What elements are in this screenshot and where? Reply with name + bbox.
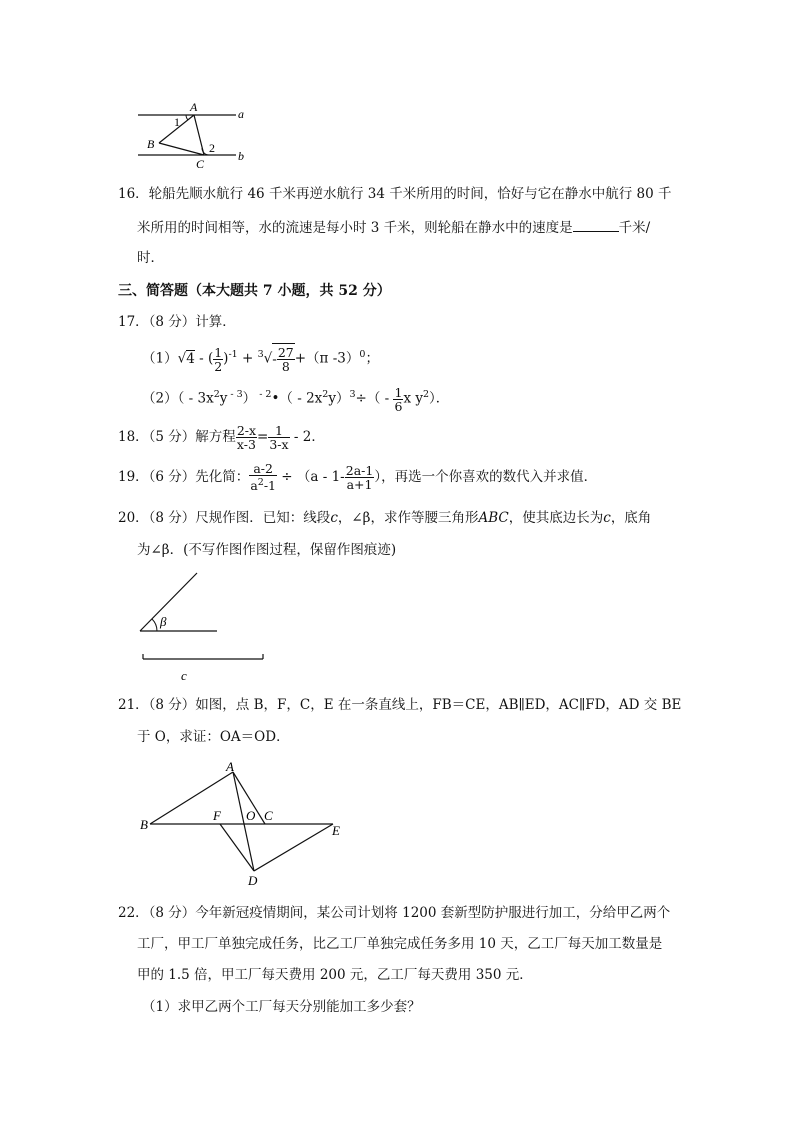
- q17-p1-close: ): [223, 350, 229, 367]
- q20-l1d: ，使其底边长为: [508, 510, 604, 526]
- frac-den: 8: [281, 359, 290, 375]
- angle-ray-1: [140, 573, 197, 631]
- cube-root-sign: √: [263, 350, 273, 367]
- q16-line1: 16．轮船先顺水航行 46 千米再逆水航行 34 千米所用的时间，恰好与它在静水中航行 80 千: [118, 186, 672, 202]
- q17-p1-plus: +: [237, 350, 258, 367]
- section-title: 三、简答题（本大题共 7 小题，共 52 分）: [118, 283, 391, 299]
- q21-line2: 于 O，求证：OA＝OD．: [137, 729, 290, 745]
- figure-angle-beta-segment-c: [135, 568, 275, 683]
- q17-p1-sqrt-radicand: 4: [186, 350, 195, 367]
- q18-frac2: [268, 424, 289, 451]
- label-c: c: [181, 668, 187, 683]
- q18-eq: =: [257, 429, 269, 445]
- exponent: -1: [228, 349, 238, 360]
- label-C: C: [264, 808, 273, 823]
- p2-f: ÷（ -: [355, 390, 394, 407]
- q20-abc: ABC: [478, 510, 509, 526]
- q20-l1e: ，底角: [610, 510, 652, 526]
- q17-title: 17．（8 分）计算．: [118, 314, 236, 330]
- frac-num: 2-x: [236, 423, 257, 438]
- segment-BC: [159, 143, 204, 155]
- p2-g: x y: [403, 390, 423, 407]
- q19-tail: ），再选一个你喜欢的数代入并求值．: [374, 469, 598, 485]
- q21-line1: 21．（8 分）如图，点 B，F，C，E 在一条直线上，FB＝CE，AB∥ED，AC∥FD，AD 交 BE: [118, 697, 682, 713]
- frac-den: 3-x: [269, 437, 289, 452]
- p2-c: ）: [242, 390, 257, 407]
- radicand-sign: -: [272, 351, 277, 368]
- q20-line1: [118, 508, 651, 528]
- label-A: A: [226, 759, 234, 774]
- label-F: F: [213, 808, 221, 823]
- frac-den: 6: [394, 398, 403, 414]
- cube-radicand: [272, 343, 294, 375]
- figure-triangles-BFCE: [135, 758, 350, 890]
- frac-num: 1: [394, 384, 403, 400]
- den-b: -1: [263, 478, 276, 494]
- p2-h: ）．: [429, 390, 450, 407]
- q22-line4: （1）求甲乙两个工厂每天分别能加工多少套？: [142, 999, 421, 1015]
- p2-sup1: 2: [213, 389, 220, 400]
- fraction-1-6: [393, 386, 403, 413]
- frac-den: x-3: [236, 437, 256, 452]
- frac-den: a+1: [346, 477, 373, 492]
- q17-p1-minus: - (: [194, 350, 214, 367]
- p2-sup3: - 2: [256, 389, 272, 400]
- p2-d: •（ - 2x: [271, 390, 323, 407]
- q19-prefix: 19．（6 分）先化简：: [118, 469, 250, 485]
- q19-div: ÷ （a - 1-: [277, 469, 345, 485]
- answer-blank: [573, 217, 619, 232]
- label-a: a: [238, 107, 244, 121]
- label-beta: β: [160, 614, 167, 629]
- q17-p1-end: ；: [365, 350, 379, 367]
- q22-line3: 甲的 1.5 倍，甲工厂每天费用 200 元，乙工厂每天费用 350 元．: [137, 967, 533, 983]
- label-A: A: [190, 100, 198, 114]
- q16-line2-text: 米所用的时间相等，水的流速是每小时 3 千米，则轮船在静水中的速度是: [137, 220, 573, 236]
- p2-e: y）: [328, 390, 350, 407]
- q20-c2: c: [603, 510, 611, 526]
- frac-num: a-2: [249, 462, 277, 476]
- frac-num: 1: [268, 424, 289, 438]
- segment-ED: [254, 824, 333, 871]
- figure-parallel-lines: [130, 98, 260, 170]
- label-E: E: [332, 823, 340, 838]
- p2-sup2: - 3: [227, 389, 243, 400]
- angle-1-arc: [186, 115, 188, 120]
- q16-line2: [137, 217, 650, 238]
- p2-a: （2）（ - 3x: [142, 390, 214, 407]
- label-angle-2: 2: [209, 141, 215, 155]
- label-O: O: [246, 808, 256, 823]
- q20-l1a: 20．（8 分）尺规作图．已知：线段: [118, 510, 331, 526]
- angle-beta-arc: [152, 619, 157, 631]
- fraction-half: [213, 346, 223, 373]
- label-B: B: [147, 137, 155, 151]
- p2-sup6: 2: [422, 389, 430, 400]
- label-D: D: [248, 873, 258, 888]
- q20-line2: 为∠β．(不写作图作图过程，保留作图痕迹): [137, 542, 397, 558]
- q18: [118, 422, 325, 452]
- q20-c: c: [330, 510, 338, 526]
- q16-line3: 时．: [137, 250, 164, 266]
- q16-unit: 千米/: [618, 220, 651, 236]
- q18-frac1: [236, 424, 257, 451]
- label-b: b: [238, 149, 244, 163]
- frac-den: [249, 476, 277, 492]
- den-a: a: [250, 478, 258, 494]
- p2-b: y: [219, 390, 228, 407]
- den-sup: 2: [257, 477, 264, 489]
- q17-p1-tail: +（π -3）: [294, 350, 360, 367]
- p2-sup5: 3: [349, 389, 356, 400]
- q19: [118, 461, 597, 493]
- p2-sup4: 2: [322, 389, 329, 400]
- label-B: B: [140, 817, 148, 832]
- q17-part2: [142, 381, 449, 413]
- label-C: C: [196, 157, 205, 170]
- frac-num: 1: [214, 344, 223, 360]
- q22-line1: 22．（8 分）今年新冠疫情期间，某公司计划将 1200 套新型防护服进行加工，分给甲乙两个: [118, 905, 671, 921]
- label-angle-1: 1: [174, 115, 180, 129]
- sqrt-sign: √: [177, 350, 187, 367]
- frac-num: 2a-1: [345, 463, 374, 478]
- q17-part1: [142, 340, 379, 375]
- q19-frac2: [345, 464, 375, 491]
- fraction-27-8: [277, 346, 295, 373]
- exponent-zero: 0: [359, 349, 366, 360]
- frac-den: 2: [214, 358, 223, 374]
- q22-line2: 工厂，甲工厂单独完成任务，比乙工厂单独完成任务多用 10 天，乙工厂每天加工数量是: [137, 936, 663, 952]
- q18-tail: - 2．: [289, 429, 325, 445]
- q17-p1-prefix: （1）: [142, 350, 178, 367]
- cube-root-index: 3: [257, 349, 264, 360]
- q18-prefix: 18．（5 分）解方程: [118, 429, 236, 445]
- q20-l1b: ，∠β，求作等腰三角形: [337, 510, 479, 526]
- q19-frac1: [249, 462, 277, 492]
- frac-num: 27: [277, 345, 294, 361]
